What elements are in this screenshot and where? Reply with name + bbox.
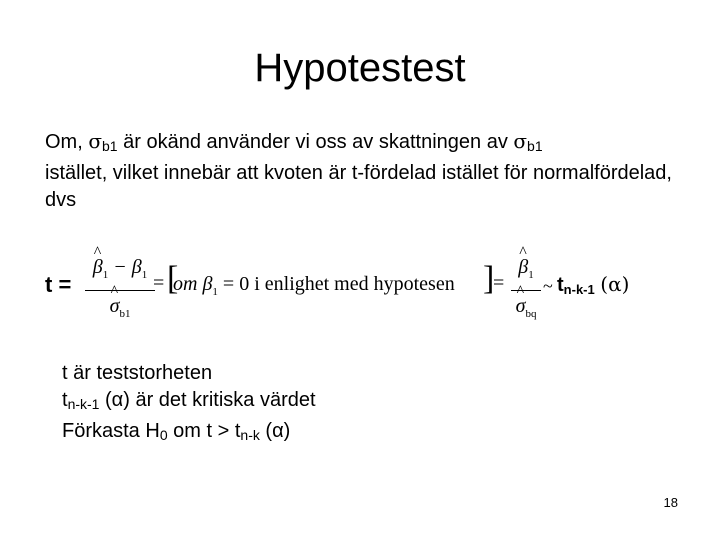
t-statistic-formula: t = ^ $\beta_1 - \beta_1$ ^ $\sigma_{b1}$ = [ om $\beta_1 = 0$ i enlighet med hypotesen ] = ^ $\beta_1$ ^ $\sigma_{bq}$ ~ $t_{n-k-1}$ (α) — [45, 248, 685, 328]
sigma-symbol: σ — [88, 129, 102, 153]
t-distribution: $t_{n-k-1}$ (α) — [557, 272, 630, 297]
note-line-3: Förkasta $H_0$ om $t > t_{n-k}$ (α) — [62, 420, 291, 443]
fraction-right: ^ $\beta_1$ ^ $\sigma_{bq}$ — [511, 254, 541, 327]
note-line-2: $t_{n-k-1}$ (α) är det kritiska värdet — [62, 389, 316, 412]
notes-list — [62, 360, 316, 449]
note-line-1: t är teststorheten — [62, 362, 213, 384]
fraction-left: ^ $\beta_1 - \beta_1$ ^ $\sigma_{b1}$ — [85, 254, 155, 327]
slide-title: Hypotestest — [254, 46, 466, 90]
page-number: 18 — [663, 495, 678, 510]
hypothesis-condition: om $\beta_1 = 0$ i enlighet med hypotesen — [173, 273, 455, 298]
sigma-symbol: σ — [513, 129, 528, 153]
t-label: t = — [45, 272, 72, 297]
intro-text: Om, $\sigma_{b1}$ är okänd använder vi oss av skattningen av $\sigma_{b1}$ istället, vilket innebär att kvoten är t-fördelad istället för normalfördelad, dvs — [45, 129, 672, 211]
